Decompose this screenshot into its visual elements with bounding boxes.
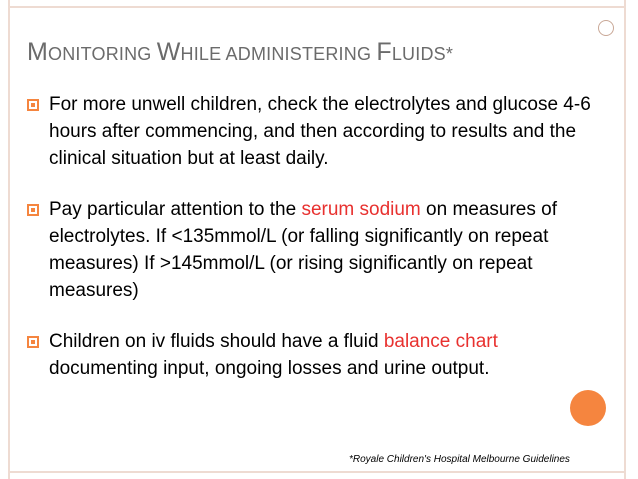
highlight-balance-chart: balance chart [383, 331, 498, 352]
bullet-list [27, 91, 607, 406]
bullet-item-1 [27, 91, 607, 172]
bullet-text-3-after: documenting input, ongoing losses and urine output. [49, 358, 490, 379]
slide-title [27, 38, 453, 67]
bullet-text-3-before: Children on iv fluids should have a fluid [49, 331, 384, 352]
title-word-while-administering: HILE ADMINISTERING [180, 44, 377, 64]
bullet-text-2-after: on measures of electrolytes. If <135mmol/L (or falling significantly on repeat measures) If >145mmol/L (or rising significantly on repeat measures) [49, 199, 558, 301]
title-word-monitoring: ONITORING [48, 44, 157, 64]
hollow-square-bullet-icon [27, 99, 39, 111]
bullet-item-3 [27, 328, 607, 382]
frame-right-line [624, 0, 626, 479]
frame-top-line [8, 6, 626, 8]
small-ring-icon [598, 20, 614, 36]
hollow-square-bullet-icon [27, 336, 39, 348]
title-initial-f: F [376, 38, 392, 66]
bullet-text-1: For more unwell children, check the electrolytes and glucose 4-6 hours after commencing, and then according to results and the clinical situation but at least daily. [49, 94, 591, 169]
footnote: *Royale Children's Hospital Melbourne Guidelines [349, 454, 570, 465]
title-initial-w: W [156, 38, 181, 66]
bullet-item-2 [27, 196, 607, 304]
title-word-fluids: LUIDS* [391, 44, 454, 64]
bullet-text-2-before: Pay particular attention to the [49, 199, 302, 220]
frame-left-line [8, 0, 10, 479]
hollow-square-bullet-icon [27, 204, 39, 216]
highlight-serum-sodium: serum sodium [301, 199, 421, 220]
frame-bottom-line [8, 471, 626, 473]
title-initial-m: M [27, 38, 49, 66]
